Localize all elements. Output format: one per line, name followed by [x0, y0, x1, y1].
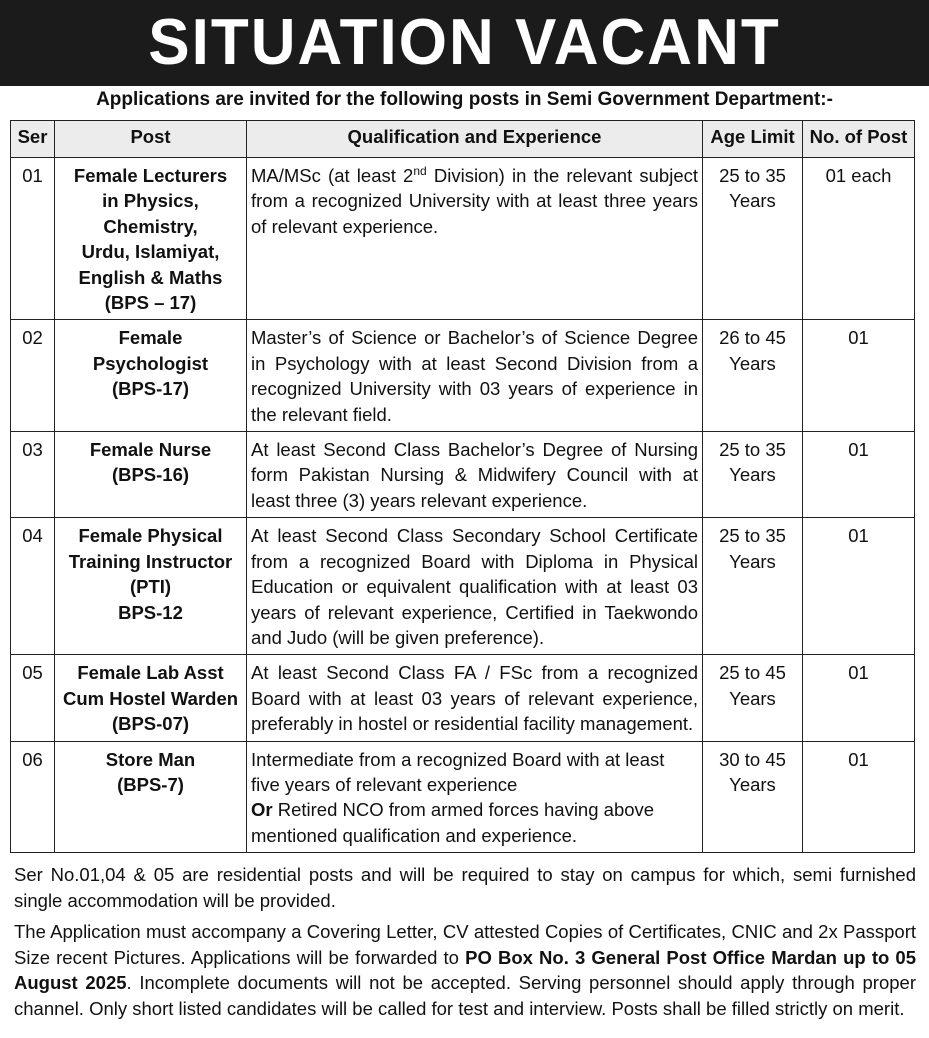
notes — [14, 862, 916, 1027]
row-post — [55, 320, 247, 432]
row-qualification: At least Second Class Bachelor’s Degree of Nursing form Pakistan Nursing & Midwifery Council with at least three (3) years relevant experience. — [247, 432, 703, 518]
page-title: SITUATION VACANT — [148, 6, 781, 79]
row-ser: 02 — [11, 320, 55, 432]
post-line: Female — [118, 327, 183, 349]
row-post — [55, 741, 247, 853]
header-no-of-post: No. of Post — [803, 121, 915, 158]
post-line: Training Instructor — [68, 550, 233, 572]
post-line: (PTI) — [129, 576, 172, 598]
age-unit: Years — [729, 190, 776, 212]
row-no-of-post: 01 each — [803, 158, 915, 320]
table-row — [11, 158, 915, 320]
row-no-of-post: 01 — [803, 518, 915, 655]
banner — [0, 0, 929, 86]
post-line: Psychologist — [92, 352, 209, 374]
row-age-limit — [703, 320, 803, 432]
post-line: in Physics, — [102, 190, 199, 212]
row-no-of-post: 01 — [803, 432, 915, 518]
post-line: Female Lecturers — [73, 165, 228, 186]
age-range: 25 to 35 — [719, 439, 786, 461]
row-post — [55, 655, 247, 741]
row-no-of-post: 01 — [803, 320, 915, 432]
post-line: (BPS – 17) — [104, 292, 197, 314]
row-no-of-post: 01 — [803, 741, 915, 853]
row-post — [55, 158, 247, 320]
row-ser: 06 — [11, 741, 55, 853]
qual-text: Division) in the relevant subject from a recognized University with at least three years of relevant experience. — [251, 165, 698, 237]
post-line: Cum Hostel Warden — [62, 687, 239, 709]
row-age-limit — [703, 158, 803, 320]
age-unit: Years — [729, 550, 776, 572]
age-range: 25 to 35 — [719, 165, 786, 186]
post-line: Female Physical — [78, 525, 223, 547]
table-row — [11, 432, 915, 518]
age-unit: Years — [729, 687, 776, 709]
post-line: (BPS-7) — [117, 773, 184, 795]
header-post: Post — [55, 121, 247, 158]
table-row — [11, 320, 915, 432]
posts-table — [10, 120, 915, 853]
post-line: Urdu, Islamiyat, — [81, 241, 220, 263]
post-line: (BPS-17) — [111, 378, 190, 400]
header-ser: Ser — [11, 121, 55, 158]
row-post — [55, 432, 247, 518]
qual-text: MA/MSc (at least 2 — [251, 165, 414, 186]
post-line: Chemistry, — [103, 215, 198, 237]
row-qualification — [247, 158, 703, 320]
row-ser: 05 — [11, 655, 55, 741]
residential-note: Ser No.01,04 & 05 are residential posts and will be required to stay on campus for which, semi furnished single accommodation will be provided. — [14, 864, 916, 911]
application-text: . Incomplete documents will not be accepted. Serving personnel should apply through proper channel. Only short listed candidates will be called for test and interview. Posts shall be filled strictly on merit. — [14, 972, 916, 1019]
row-ser: 04 — [11, 518, 55, 655]
row-age-limit — [703, 741, 803, 853]
post-line: Female Lab Asst — [77, 662, 224, 684]
age-range: 25 to 45 — [719, 662, 786, 684]
row-qualification — [247, 741, 703, 853]
table-row — [11, 655, 915, 741]
age-range: 26 to 45 — [719, 327, 786, 349]
row-ser: 01 — [11, 158, 55, 320]
row-age-limit — [703, 655, 803, 741]
age-range: 25 to 35 — [719, 525, 786, 547]
age-unit: Years — [729, 464, 776, 486]
row-no-of-post: 01 — [803, 655, 915, 741]
post-line: (BPS-16) — [111, 464, 190, 486]
table-row — [11, 518, 915, 655]
qual-text: Retired NCO from armed forces having above mentioned qualification and experience. — [251, 799, 655, 846]
header-age-limit: Age Limit — [703, 121, 803, 158]
header-qualification: Qualification and Experience — [247, 121, 703, 158]
qual-or: Or — [251, 799, 273, 821]
row-age-limit — [703, 518, 803, 655]
row-qualification: At least Second Class FA / FSc from a recognized Board with at least 03 years of relevant experience, preferably in hostel or residential facility management. — [247, 655, 703, 741]
row-ser: 03 — [11, 432, 55, 518]
row-qualification: At least Second Class Secondary School Certificate from a recognized Board with Diploma in Physical Education or equivalent qualification with at least 03 years of relevant experience, Certified in Taekwondo and Judo (will be given preference). — [247, 518, 703, 655]
row-qualification: Master’s of Science or Bachelor’s of Science Degree in Psychology with at least Second Division from a recognized University with 03 years of experience in the relevant field. — [247, 320, 703, 432]
post-line: Store Man — [105, 748, 196, 770]
post-line: (BPS-07) — [111, 713, 190, 735]
intro-line: Applications are invited for the following posts in Semi Government Department:- — [96, 89, 833, 110]
age-unit: Years — [729, 773, 776, 795]
post-line: English & Maths — [78, 266, 223, 288]
table-row — [11, 741, 915, 853]
qual-superscript: nd — [413, 163, 427, 178]
application-address: PO Box No. 3 General Post Office Mardan up to 05 August 2025 — [14, 946, 917, 993]
application-note — [14, 919, 916, 1021]
row-post — [55, 518, 247, 655]
post-line: BPS-12 — [118, 601, 183, 623]
age-unit: Years — [729, 352, 776, 374]
row-age-limit — [703, 432, 803, 518]
age-range: 30 to 45 — [719, 748, 786, 770]
qual-text: Intermediate from a recognized Board with at least five years of relevant experience — [251, 748, 665, 795]
post-line: Female Nurse — [89, 439, 212, 461]
table-header-row — [11, 121, 915, 158]
application-text: The Application must accompany a Covering Letter, CV attested Copies of Certificates, CNIC and 2x Passport Size recent Pictures. Applications will be forwarded to — [14, 921, 916, 968]
